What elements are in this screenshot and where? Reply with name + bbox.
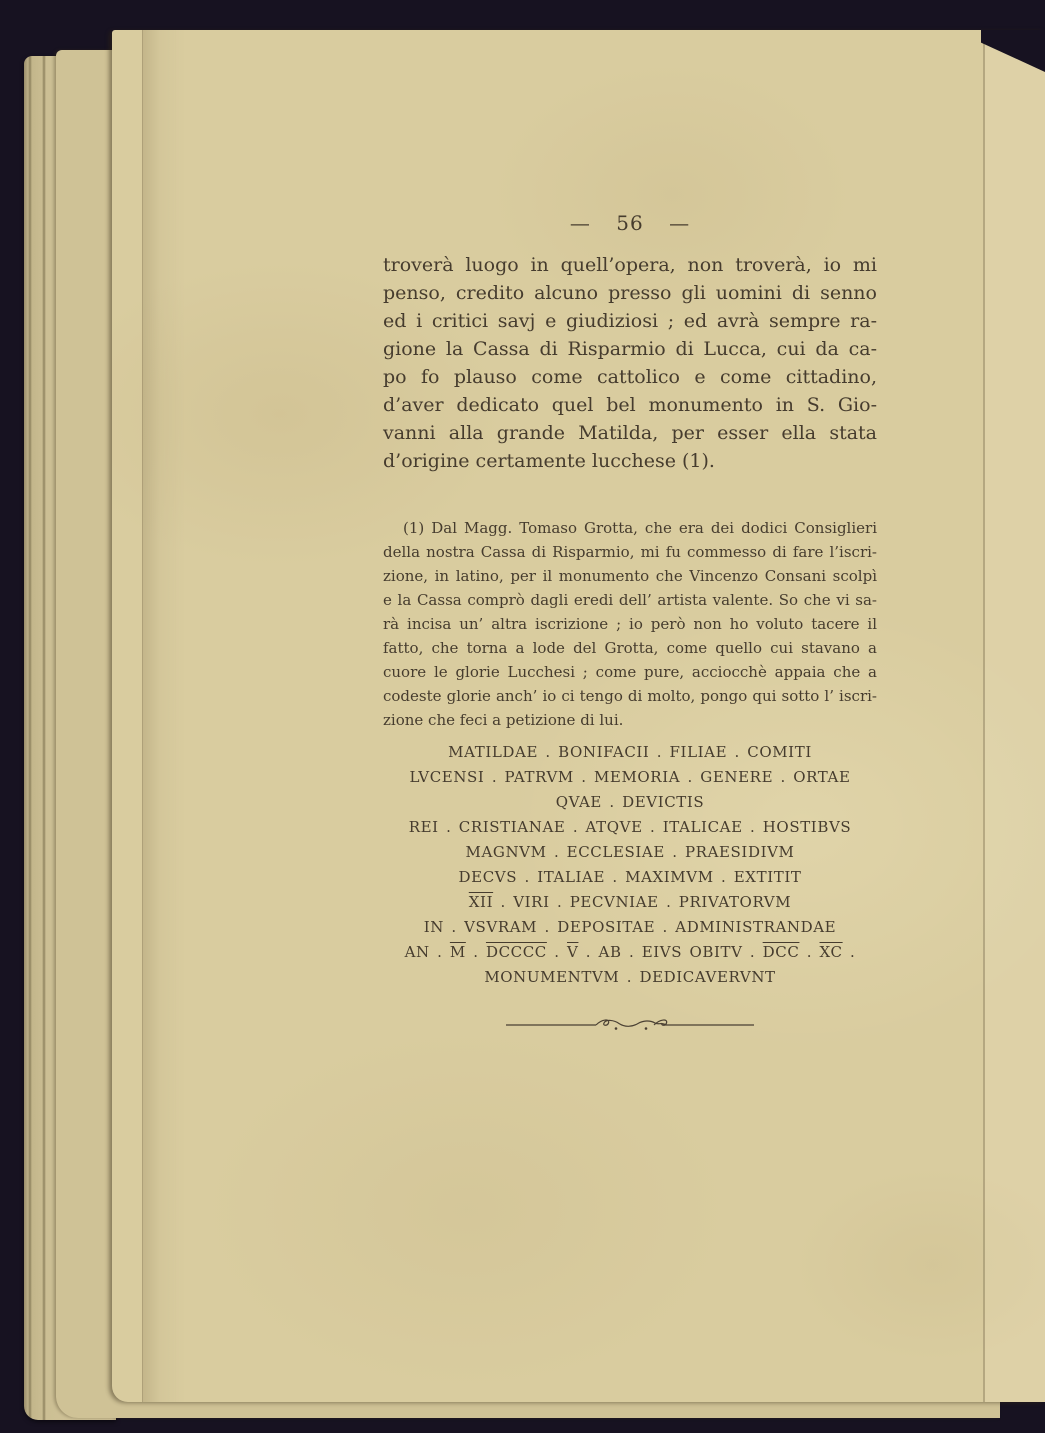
paragraph-line: penso, credito alcuno presso gli uomini di senno [383,282,877,304]
footnote-line: (1) Dal Magg. Tomaso Grotta, che era dei dodici Consiglieri [403,519,877,537]
footnote-line: zione, in latino, per il monumento che Vincenzo Consani scolpì [383,567,877,585]
inscription-line-date [383,940,877,965]
roman-numeral-overlined: DCCCC [485,943,547,961]
inscription-text: . [799,943,820,961]
binding-crease-shadow [142,30,185,1402]
book-page [112,30,1045,1402]
page-number: — 56 — [569,211,691,235]
paragraph-line: d’origine certamente lucchese (1). [383,450,715,472]
footnote-line: zione che feci a petizione di lui. [383,711,624,729]
footnote-line: rà incisa un’ altra iscrizione ; io però non ho voluto tacere il [383,615,877,633]
inscription-text: . AB . EIVS OBITV . [578,943,763,961]
paragraph-line: vanni alla grande Matilda, per esser ella stata [383,422,877,444]
page-content [383,30,877,1034]
footnote-line: della nostra Cassa di Risparmio, mi fu commesso di fare l’iscri- [383,543,877,561]
paragraph-line: d’aver dedicato quel bel monumento in S. Gio- [383,394,877,416]
inscription-line: LVCENSI . PATRVM . MEMORIA . GENERE . ORTAE [409,768,851,786]
right-page-fold [983,30,1045,1402]
inscription-line: REI . CRISTIANAE . ATQVE . ITALICAE . HOSTIBVS [408,818,852,836]
body-paragraph [383,251,877,475]
footnote-line: codeste glorie anch’ io ci tengo di molto, pongo qui sotto l’ iscri- [383,687,877,705]
footnote-line: cuore le glorie Lucchesi ; come pure, acciocchè appaia che a [383,663,877,681]
inscription-text: . [546,943,567,961]
inscription-line: QVAE . DEVICTIS [555,793,705,811]
latin-inscription [383,740,877,990]
inscription-line-roman-xii [383,890,877,915]
footnote [383,516,877,732]
roman-numeral-overlined: $\overline{V}$ [567,943,579,961]
inscription-line: DECVS . ITALIAE . MAXIMVM . EXTITIT [458,868,802,886]
inscription-text: . [842,943,856,961]
inscription-text: . [465,943,486,961]
inscription-line: MAGNVM . ECCLESIAE . PRAESIDIVM [465,843,795,861]
inscription-line: IN . VSVRAM . DEPOSITAE . ADMINISTRANDAE [423,918,837,936]
section-divider [383,1014,877,1034]
paragraph-line: gione la Cassa di Risparmio di Lucca, cui da ca- [383,338,877,360]
paragraph-line: ed i critici savj e giudiziosi ; ed avrà sempre ra- [383,310,877,332]
paragraph-line: troverà luogo in quell’opera, non troverà, io mi [383,254,877,276]
roman-numeral-overlined: $\overline{M}$ [449,943,466,961]
footnote-line: fatto, che torna a lode del Grotta, come quello cui stavano a [383,639,877,657]
inscription-line: MONUMENTVM . DEDICAVERVNT [484,968,776,986]
roman-numeral-overlined: $\overline{XC}$ [819,943,843,961]
inscription-text: AN . [404,943,450,961]
roman-numeral-overlined: $\overline{XII}$ [468,893,494,911]
roman-numeral-overlined: $\overline{DCC}$ [762,943,800,961]
paragraph-line: po fo plauso come cattolico e come cittadino, [383,366,877,388]
footnote-line: e la Cassa comprò dagli eredi dell’ artista valente. So che vi sa- [383,591,877,609]
inscription-line: MATILDAE . BONIFACII . FILIAE . COMITI [448,743,812,761]
divider-flourish-icon [504,1016,756,1034]
inscription-text: . VIRI . PECVNIAE . PRIVATORVM [493,893,792,911]
